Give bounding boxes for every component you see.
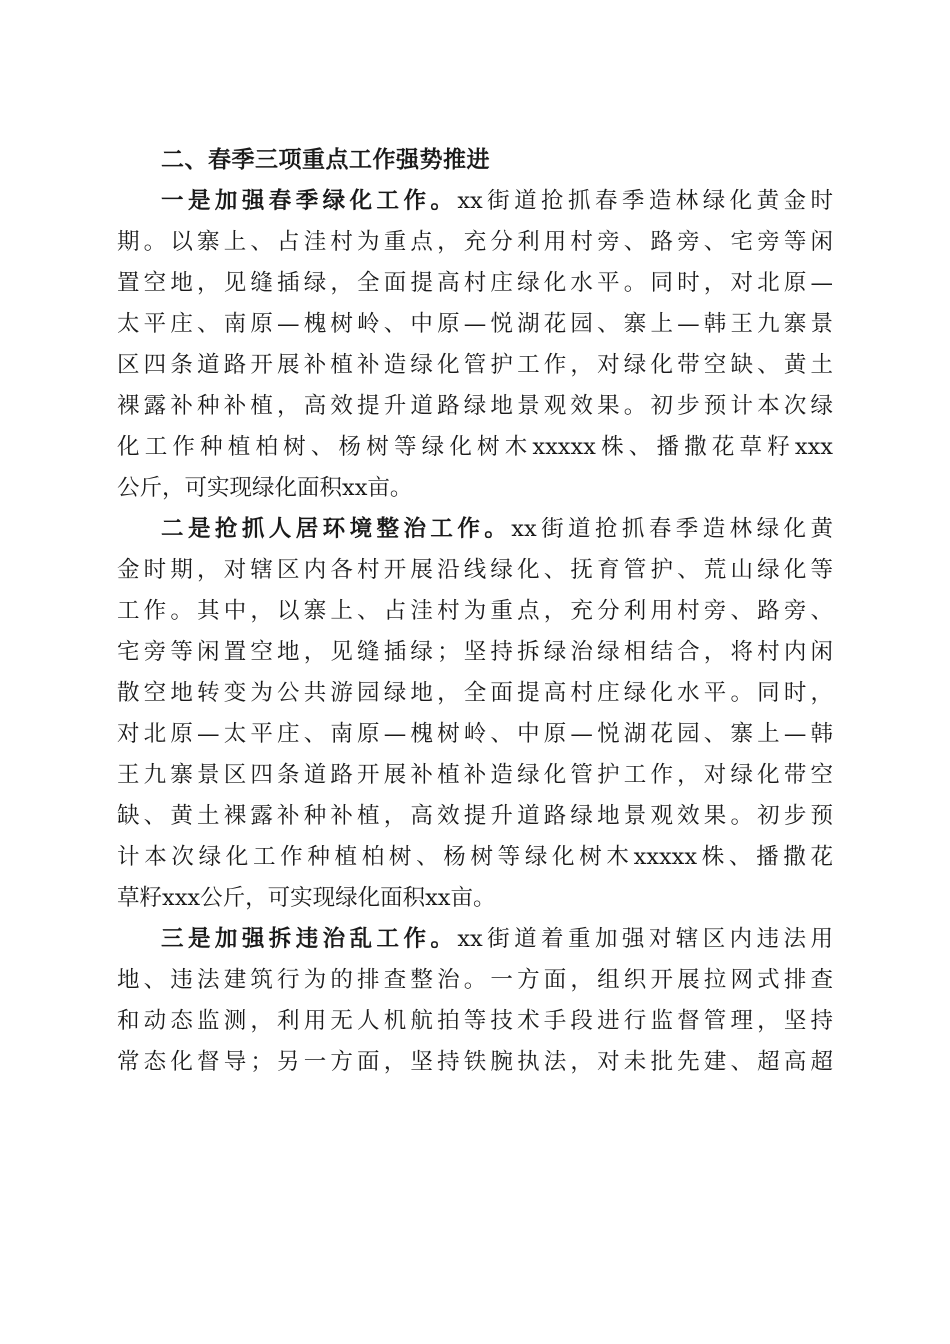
- paragraph-text: xx街道抢抓春季造林绿化黄: [511, 516, 833, 542]
- paragraph-line: [117, 509, 833, 550]
- paragraph-line: 裸露补种补植，高效提升道路绿地景观效果。初步预计本次绿: [117, 393, 833, 419]
- paragraph-line: 金时期，对辖区内各村开展沿线绿化、抚育管护、荒山绿化等: [117, 557, 833, 583]
- paragraph-line: 期。以寨上、占洼村为重点，充分利用村旁、路旁、宅旁等闲: [117, 229, 833, 255]
- paragraph-line: 宅旁等闲置空地，见缝插绿；坚持拆绿治绿相结合，将村内闲: [117, 639, 833, 665]
- paragraph-lead: 二是抢抓人居环境整治工作。: [161, 516, 512, 542]
- paragraph-line: 草籽xxx公斤，可实现绿化面积xx亩。: [117, 885, 496, 911]
- paragraph-text: xx街道着重加强对辖区内违法用: [457, 926, 833, 952]
- paragraph-line: [117, 181, 833, 222]
- paragraph-text: xx街道抢抓春季造林绿化黄金时: [457, 188, 833, 214]
- paragraph-greening: [117, 181, 833, 509]
- paragraph-line: 地、违法建筑行为的排查整治。一方面，组织开展拉网式排查: [117, 967, 833, 993]
- paragraph-line: 缺、黄土裸露补种补植，高效提升道路绿地景观效果。初步预: [117, 803, 833, 829]
- section-heading: 二、春季三项重点工作强势推进: [161, 147, 490, 173]
- paragraph-line: 置空地，见缝插绿，全面提高村庄绿化水平。同时，对北原—: [117, 270, 833, 296]
- paragraph-lead: 三是加强拆违治乱工作。: [161, 926, 458, 952]
- paragraph-line: 区四条道路开展补植补造绿化管护工作，对绿化带空缺、黄土: [117, 352, 833, 378]
- document-body: [117, 140, 833, 1083]
- paragraph-line: 和动态监测，利用无人机航拍等技术手段进行监督管理，坚持: [117, 1008, 833, 1034]
- paragraph-line: 公斤，可实现绿化面积xx亩。: [117, 475, 413, 501]
- paragraph-line: 对北原—太平庄、南原—槐树岭、中原—悦湖花园、寨上—韩: [117, 721, 833, 747]
- paragraph-line: 王九寨景区四条道路开展补植补造绿化管护工作，对绿化带空: [117, 762, 833, 788]
- paragraph-line: 散空地转变为公共游园绿地，全面提高村庄绿化水平。同时，: [117, 680, 833, 706]
- paragraph-line: 工作。其中，以寨上、占洼村为重点，充分利用村旁、路旁、: [117, 598, 833, 624]
- paragraph-line: [117, 919, 833, 960]
- paragraph-demolition: [117, 919, 833, 1083]
- paragraph-line: 常态化督导；另一方面，坚持铁腕执法，对未批先建、超高超: [117, 1049, 833, 1075]
- paragraph-lead: 一是加强春季绿化工作。: [161, 188, 458, 214]
- paragraph-line: 化工作种植柏树、杨树等绿化树木xxxxx株、播撒花草籽xxx: [117, 434, 833, 460]
- paragraph-line: 太平庄、南原—槐树岭、中原—悦湖花园、寨上—韩王九寨景: [117, 311, 833, 337]
- paragraph-line: 计本次绿化工作种植柏树、杨树等绿化树木xxxxx株、播撒花: [117, 844, 833, 870]
- paragraph-living-environment: [117, 509, 833, 919]
